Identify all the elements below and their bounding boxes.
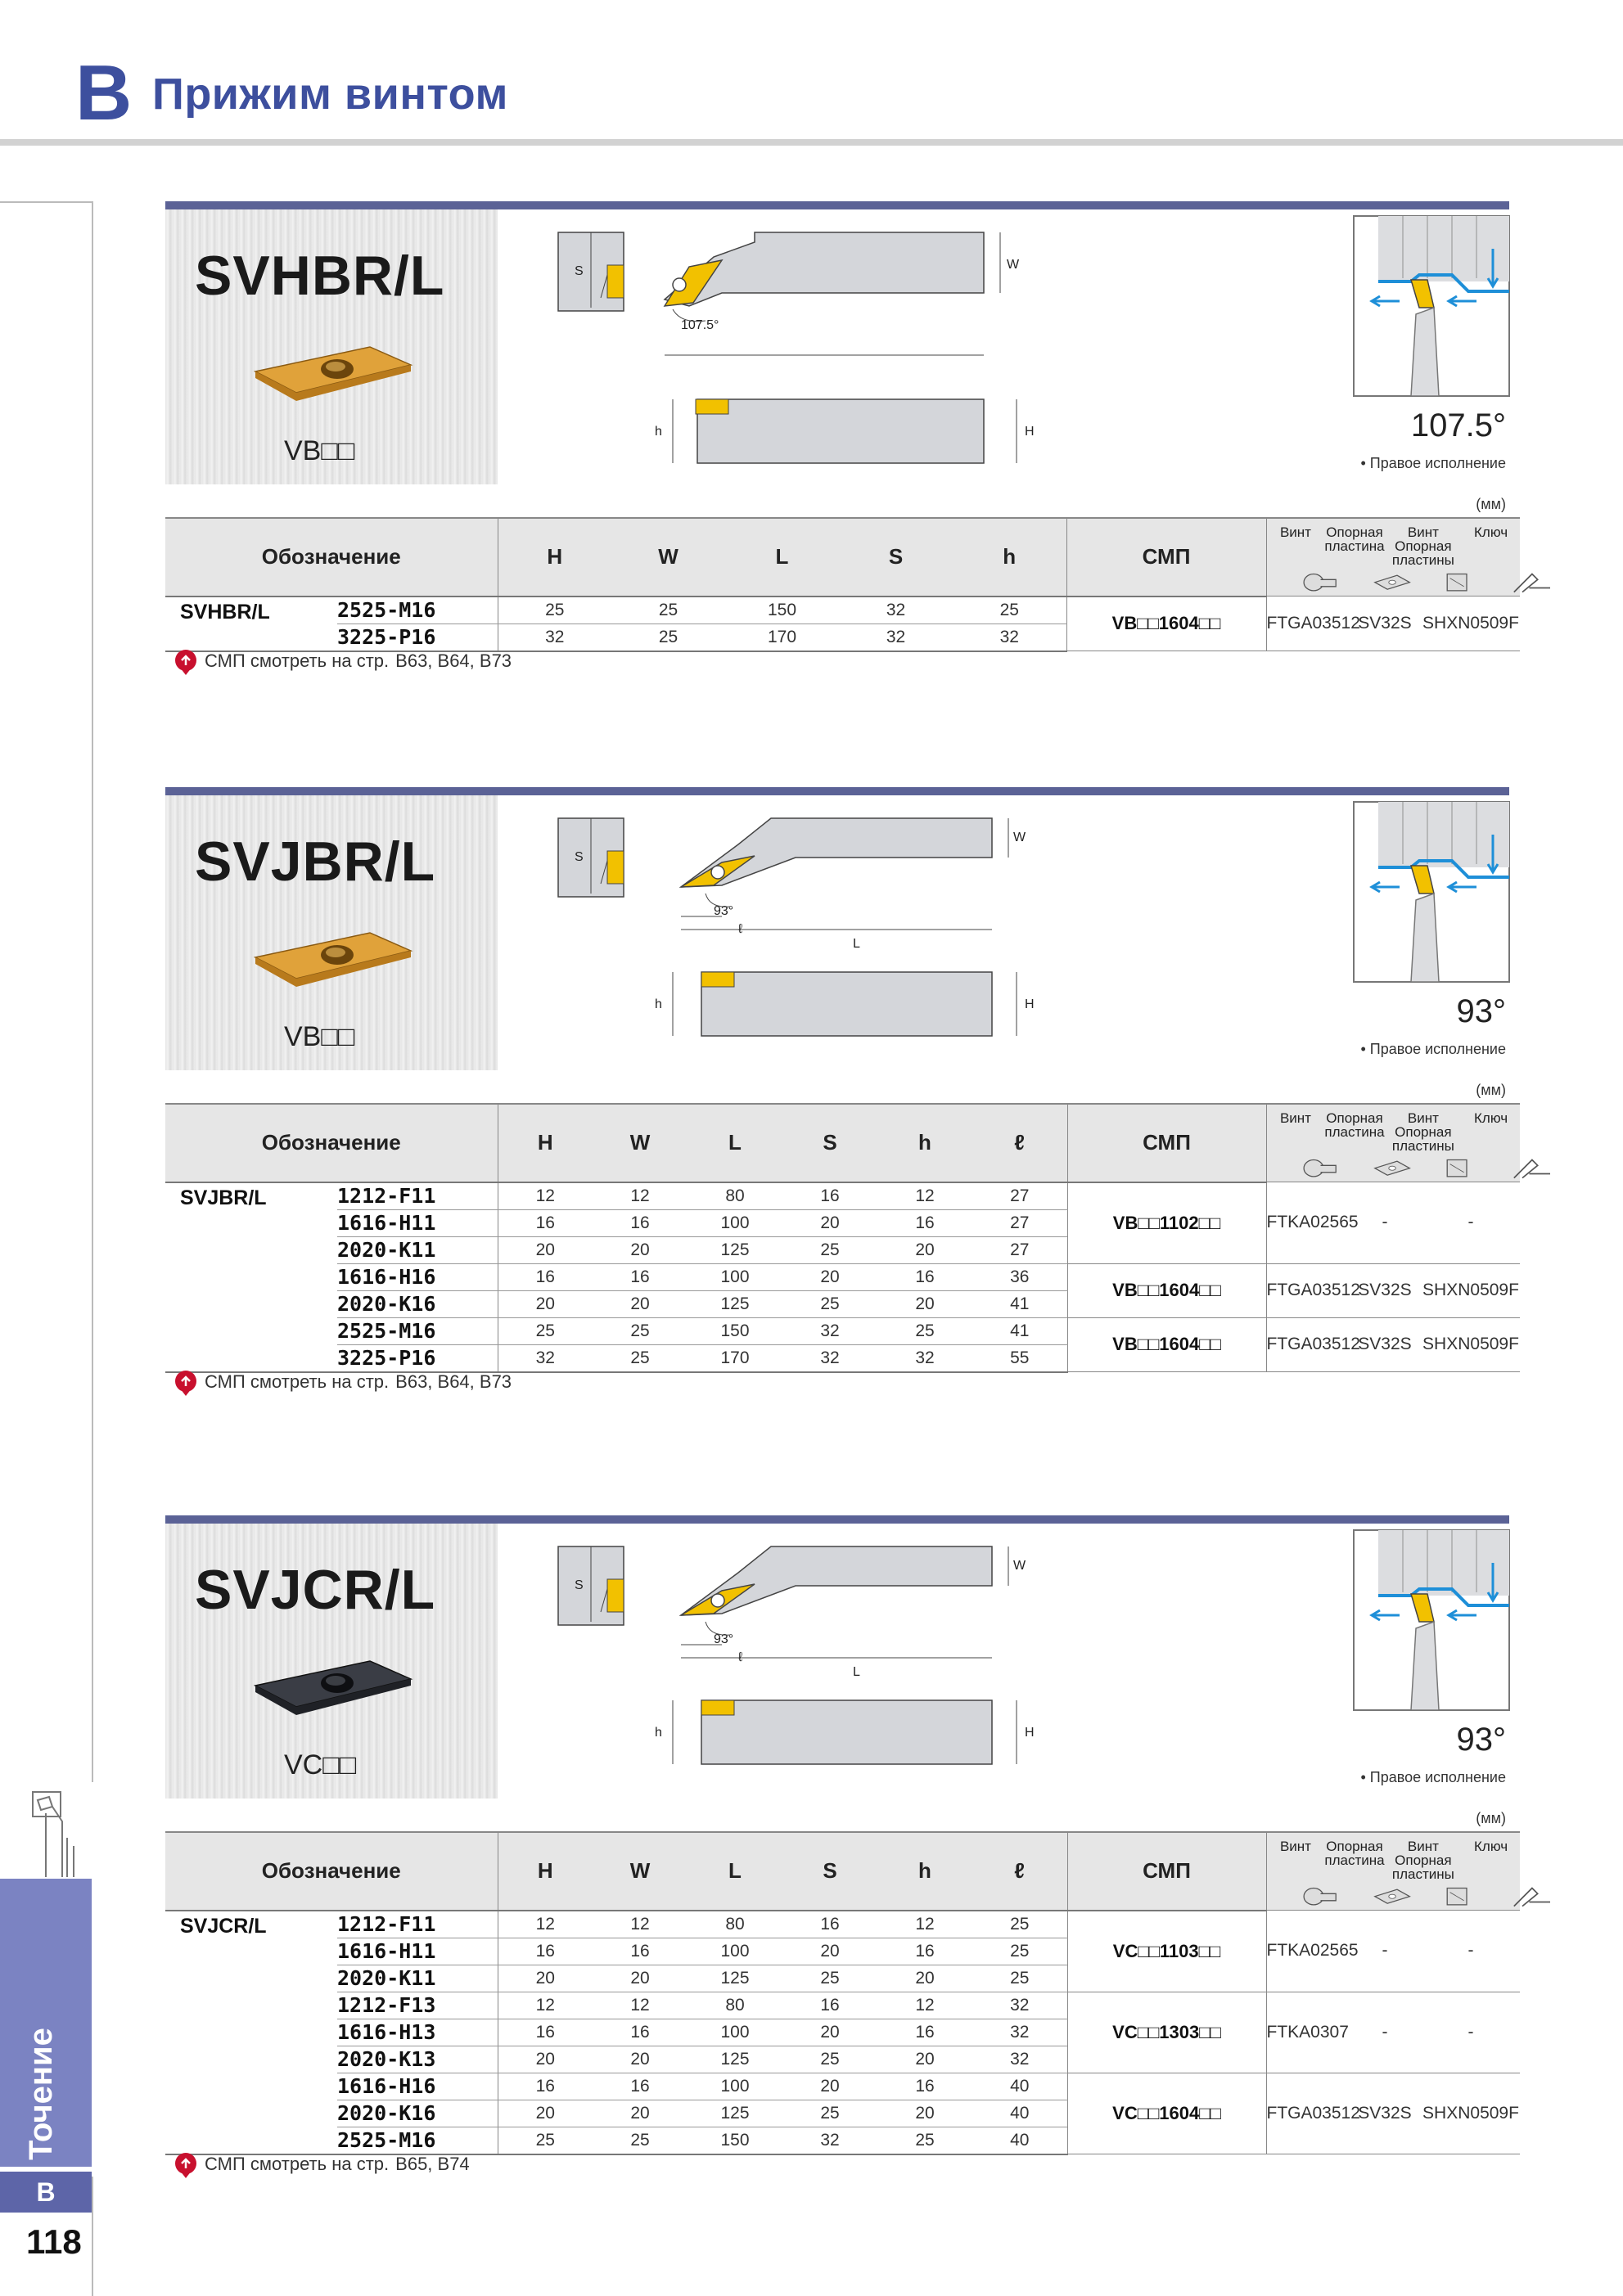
accessory-value: SHXN0509F: [1422, 597, 1520, 651]
table-row: [165, 1263, 1520, 1290]
chapter-tab-label: Точение: [23, 2028, 59, 2160]
page-reference-icon: [172, 1369, 200, 1397]
dimension-value: 41: [972, 1290, 1067, 1317]
dimension-value: 25: [498, 2127, 593, 2154]
dimension-value: 16: [877, 1938, 972, 1965]
accessory-value: FTGA03512: [1266, 1263, 1348, 1317]
model-size: 1616-H16: [337, 1263, 498, 1290]
hand-note: • Правое исполнение: [1360, 1769, 1506, 1785]
dimension-value: 20: [877, 1236, 972, 1263]
dimension-value: 170: [725, 624, 839, 651]
page-reference-text: СМП смотреть на стр.: [205, 2153, 390, 2174]
accessory-value: FTKA02565: [1266, 1911, 1348, 1992]
screw-icon: [1304, 1160, 1336, 1177]
dimension-value: 16: [593, 2073, 688, 2100]
dimension-value: 32: [782, 1344, 877, 1372]
dimension-value: 16: [498, 1938, 593, 1965]
turning-tool-icon: [29, 1789, 79, 1879]
dimension-value: 20: [593, 1236, 688, 1263]
dimension-value: 20: [593, 1290, 688, 1317]
dim-h: h: [655, 425, 662, 439]
accessory-value: -: [1348, 1911, 1422, 1992]
dimension-value: 150: [725, 597, 839, 624]
dimension-value: 12: [877, 1911, 972, 1938]
section-letter: B: [75, 49, 133, 137]
dimension-value: 16: [593, 1938, 688, 1965]
shim-screw-icon: [1447, 574, 1467, 591]
insert-image: [247, 1646, 419, 1720]
accessory-header: Винт Опорная пластины: [1391, 1110, 1454, 1154]
product-code: SVJCR/L: [195, 1559, 436, 1621]
accessory-header: Ключ: [1474, 1110, 1508, 1126]
dimension-value: 12: [593, 1992, 688, 2019]
dimension-value: 25: [972, 1965, 1067, 1992]
dimension-value: 20: [498, 2100, 593, 2127]
dimension-value: 16: [498, 1209, 593, 1236]
dim-H: H: [1025, 997, 1035, 1011]
accessory-header-labels: [1267, 1111, 1521, 1153]
dim-S: S: [575, 850, 584, 864]
dimension-value: 41: [972, 1317, 1067, 1344]
dimension-value: 25: [877, 2127, 972, 2154]
header-col: L: [688, 1832, 782, 1911]
header-col: H: [498, 518, 611, 597]
dimension-value: 16: [498, 2073, 593, 2100]
accessory-icons: [1267, 1153, 1611, 1181]
page-reference-text: СМП смотреть на стр.: [205, 650, 390, 671]
header-col: ℓ: [972, 1104, 1067, 1182]
header-designation: Обозначение: [165, 1832, 498, 1911]
dimension-value: 125: [688, 1965, 782, 1992]
insert-code: VC□□1604□□: [1067, 2073, 1266, 2154]
dimension-value: 32: [839, 624, 953, 651]
dimension-value: 80: [688, 1911, 782, 1938]
dimension-value: 25: [611, 624, 725, 651]
dimension-value: 20: [593, 2100, 688, 2127]
unit-label: (мм): [1476, 496, 1506, 512]
header-designation: Обозначение: [165, 1104, 498, 1182]
header-col: W: [593, 1104, 688, 1182]
dimension-value: 12: [498, 1992, 593, 2019]
spec-table: [165, 1103, 1520, 1373]
dimension-value: 25: [782, 2046, 877, 2073]
dim-l: ℓ: [738, 1650, 743, 1664]
dimension-value: 170: [688, 1344, 782, 1372]
accessory-header: Опорная пластина: [1324, 524, 1385, 554]
approach-angle: 93°: [1456, 993, 1506, 1029]
dim-l: ℓ: [738, 922, 743, 936]
page-reference-icon: [172, 2151, 200, 2179]
accessory-value: -: [1422, 1182, 1520, 1264]
accessory-value: SHXN0509F: [1422, 2073, 1520, 2154]
header-col: S: [782, 1832, 877, 1911]
header-divider: [0, 139, 1623, 146]
page-reference-pages[interactable]: B65, B74: [395, 2153, 470, 2174]
dim-L: L: [853, 1665, 860, 1679]
dimension-value: 125: [688, 1290, 782, 1317]
accessory-value: -: [1422, 1992, 1520, 2073]
dimension-value: 32: [839, 597, 953, 624]
header-col: S: [782, 1104, 877, 1182]
dimension-value: 25: [498, 597, 611, 624]
dim-W: W: [1013, 831, 1026, 844]
table-header-row: [165, 518, 1520, 597]
accessory-value: FTGA03512: [1266, 1317, 1348, 1372]
dimension-value: 100: [688, 1209, 782, 1236]
insert-code: VC□□1103□□: [1067, 1911, 1266, 1992]
dimension-value: 25: [782, 1965, 877, 1992]
dimension-value: 40: [972, 2073, 1067, 2100]
dimension-value: 12: [877, 1992, 972, 2019]
accessory-value: FTKA02565: [1266, 1182, 1348, 1264]
dim-angle: 107.5°: [681, 318, 719, 332]
model-size: 2525-M16: [337, 597, 498, 624]
accessory-icons: [1267, 567, 1611, 595]
accessory-header: Опорная пластина: [1324, 1110, 1385, 1140]
table-row: [165, 2073, 1520, 2100]
hand-note: • Правое исполнение: [1360, 1041, 1506, 1057]
dimension-value: 20: [593, 2046, 688, 2073]
header-accessories: [1266, 518, 1520, 597]
model-size: 1616-H16: [337, 2073, 498, 2100]
dimension-value: 100: [688, 1938, 782, 1965]
dimension-value: 32: [972, 2019, 1067, 2046]
dimension-value: 32: [782, 2127, 877, 2154]
rail-line-bottom: [92, 2177, 93, 2296]
header-col: H: [498, 1104, 593, 1182]
header-designation: Обозначение: [165, 518, 498, 597]
dimension-value: 20: [782, 1938, 877, 1965]
dimension-value: 12: [498, 1182, 593, 1210]
dimension-value: 32: [498, 624, 611, 651]
model-size: 1616-H11: [337, 1209, 498, 1236]
dimension-value: 16: [593, 1209, 688, 1236]
accessory-header-labels: [1267, 1839, 1521, 1881]
accessory-value: FTKA0307: [1266, 1992, 1348, 2073]
dimension-value: 125: [688, 2100, 782, 2127]
dimension-value: 150: [688, 1317, 782, 1344]
dimension-value: 20: [782, 2019, 877, 2046]
dim-L: L: [853, 937, 860, 951]
insert-code: VB□□1604□□: [1067, 1263, 1266, 1317]
dim-S: S: [575, 264, 584, 278]
header-col: h: [953, 518, 1066, 597]
product-panel: [165, 795, 498, 1070]
product-code: SVHBR/L: [195, 245, 445, 307]
dimension-value: 16: [782, 1992, 877, 2019]
dimension-value: 32: [782, 1317, 877, 1344]
dimension-value: 20: [877, 2046, 972, 2073]
dimension-value: 125: [688, 2046, 782, 2073]
header-accessories: [1266, 1104, 1520, 1182]
table-row: [165, 1182, 1520, 1210]
model-size: 2525-M16: [337, 1317, 498, 1344]
accessory-value: FTGA03512: [1266, 597, 1348, 651]
dimension-value: 16: [782, 1911, 877, 1938]
dimension-value: 125: [688, 1236, 782, 1263]
dimension-value: 20: [498, 1236, 593, 1263]
section-bar: [165, 787, 1509, 795]
shim-icon: [1374, 1161, 1409, 1175]
insert-code: VC□□1303□□: [1067, 1992, 1266, 2073]
screw-icon: [1304, 1889, 1336, 1905]
accessory-header: Винт Опорная пластины: [1391, 524, 1454, 568]
dim-h: h: [655, 1726, 662, 1740]
table-header-row: [165, 1104, 1520, 1182]
accessory-header: Винт: [1279, 1110, 1311, 1126]
dimension-value: 25: [782, 2100, 877, 2127]
model-size: 2020-K13: [337, 2046, 498, 2073]
product-section-svjbr-l: [165, 787, 1519, 1524]
dim-W: W: [1007, 258, 1020, 272]
model-size: 1616-H13: [337, 2019, 498, 2046]
cutting-direction-figure: [1354, 216, 1509, 396]
accessory-value: -: [1348, 1992, 1422, 2073]
spec-table: [165, 517, 1520, 652]
dimension-value: 12: [877, 1182, 972, 1210]
dimension-value: 20: [498, 2046, 593, 2073]
model-size: 1212-F13: [337, 1992, 498, 2019]
dimension-value: 25: [611, 597, 725, 624]
dimension-value: 32: [877, 1344, 972, 1372]
accessory-header: Ключ: [1474, 1839, 1508, 1854]
accessory-value: SV32S: [1348, 1263, 1422, 1317]
dimension-value: 16: [877, 1263, 972, 1290]
accessory-header: Винт Опорная пластины: [1391, 1839, 1454, 1882]
dimension-value: 27: [972, 1182, 1067, 1210]
header-col: W: [611, 518, 725, 597]
header-col: L: [688, 1104, 782, 1182]
dimension-value: 40: [972, 2100, 1067, 2127]
dimension-value: 36: [972, 1263, 1067, 1290]
product-code: SVJBR/L: [195, 831, 436, 893]
dimension-value: 16: [877, 2073, 972, 2100]
tool-drawing: [558, 1532, 1164, 1802]
page-reference-pages[interactable]: B63, B64, B73: [395, 1371, 512, 1392]
insert-code: VB□□1604□□: [1067, 1317, 1266, 1372]
dimension-value: 25: [972, 1938, 1067, 1965]
accessory-icons: [1267, 1881, 1611, 1909]
insert-label: VB□□: [284, 435, 355, 466]
accessory-value: SHXN0509F: [1422, 1263, 1520, 1317]
dimension-value: 16: [782, 1182, 877, 1210]
dimension-value: 20: [877, 1290, 972, 1317]
table-header-row: [165, 1832, 1520, 1911]
dim-S: S: [575, 1578, 584, 1592]
dim-W: W: [1013, 1559, 1026, 1573]
header-col: W: [593, 1832, 688, 1911]
key-icon: [1513, 1160, 1549, 1178]
header-accessories: [1266, 1832, 1520, 1911]
dimension-value: 16: [877, 2019, 972, 2046]
dimension-value: 16: [877, 1209, 972, 1236]
page-reference-note: [172, 1369, 512, 1397]
accessory-value: SV32S: [1348, 2073, 1422, 2154]
accessory-value: -: [1348, 1182, 1422, 1264]
dimension-value: 20: [782, 2073, 877, 2100]
table-row: [165, 1992, 1520, 2019]
accessory-value: SV32S: [1348, 1317, 1422, 1372]
product-panel: [165, 209, 498, 484]
header-col: S: [839, 518, 953, 597]
product-panel: [165, 1524, 498, 1799]
header-smp: СМП: [1066, 518, 1266, 597]
insert-label: VC□□: [284, 1749, 357, 1781]
page-reference-text: СМП смотреть на стр.: [205, 1371, 390, 1392]
dimension-value: 20: [782, 1209, 877, 1236]
dim-h: h: [655, 997, 662, 1011]
dimension-value: 20: [782, 1263, 877, 1290]
dimension-value: 27: [972, 1236, 1067, 1263]
table-row: [165, 1911, 1520, 1938]
header-smp: СМП: [1067, 1104, 1266, 1182]
dimension-value: 32: [972, 2046, 1067, 2073]
dimension-value: 27: [972, 1209, 1067, 1236]
dimension-value: 16: [593, 2019, 688, 2046]
table-row: [165, 597, 1520, 624]
product-section-svjcr-l: [165, 1515, 1519, 2252]
accessory-header: Ключ: [1474, 524, 1508, 540]
header-col: L: [725, 518, 839, 597]
series-label: SVJCR/L: [165, 1911, 337, 2154]
dimension-value: 25: [972, 1911, 1067, 1938]
dimension-value: 20: [877, 2100, 972, 2127]
unit-label: (мм): [1476, 1082, 1506, 1098]
model-size: 1212-F11: [337, 1911, 498, 1938]
approach-angle: 107.5°: [1410, 407, 1506, 443]
dimension-value: 16: [498, 1263, 593, 1290]
page-reference-icon: [172, 648, 200, 676]
header-col: H: [498, 1832, 593, 1911]
cutting-direction-figure: [1354, 802, 1509, 982]
shim-icon: [1374, 1889, 1409, 1903]
shim-icon: [1374, 575, 1409, 589]
dimension-value: 20: [498, 1965, 593, 1992]
insert-code: VB□□1102□□: [1067, 1182, 1266, 1264]
screw-icon: [1304, 574, 1336, 591]
cutting-direction-figure: [1354, 1530, 1509, 1710]
dimension-value: 100: [688, 2073, 782, 2100]
page-title: Прижим винтом: [152, 70, 508, 119]
series-label: SVHBR/L: [165, 597, 337, 651]
dimension-value: 40: [972, 2127, 1067, 2154]
dimension-value: 20: [593, 1965, 688, 1992]
model-size: 3225-P16: [337, 624, 498, 651]
insert-image: [247, 332, 419, 406]
chapter-letter: B: [0, 2172, 92, 2213]
page-number: 118: [26, 2222, 82, 2261]
header-smp: СМП: [1067, 1832, 1266, 1911]
dimension-value: 55: [972, 1344, 1067, 1372]
dim-angle: 93°: [714, 904, 734, 918]
header-col: h: [877, 1832, 972, 1911]
page-reference-note: [172, 648, 512, 676]
accessory-value: FTGA03512: [1266, 2073, 1348, 2154]
page-reference-pages[interactable]: B63, B64, B73: [395, 650, 512, 671]
dimension-value: 80: [688, 1182, 782, 1210]
dimension-value: 100: [688, 2019, 782, 2046]
dimension-value: 32: [498, 1344, 593, 1372]
accessory-value: -: [1422, 1911, 1520, 1992]
dimension-value: 16: [593, 1263, 688, 1290]
rail-top-line: [0, 201, 93, 203]
accessory-header: Винт: [1279, 524, 1311, 540]
tool-drawing: [558, 804, 1164, 1074]
dimension-value: 20: [498, 1290, 593, 1317]
series-label: SVJBR/L: [165, 1182, 337, 1372]
dimension-value: 100: [688, 1263, 782, 1290]
dimension-value: 25: [498, 1317, 593, 1344]
section-bar: [165, 1515, 1509, 1524]
accessory-header-labels: [1267, 525, 1521, 567]
dim-angle: 93°: [714, 1632, 734, 1646]
dimension-value: 12: [593, 1182, 688, 1210]
key-icon: [1513, 1889, 1549, 1907]
rail-line: [92, 201, 93, 1782]
table-row: [165, 1317, 1520, 1344]
page-reference-note: [172, 2151, 470, 2179]
dimension-value: 20: [877, 1965, 972, 1992]
approach-angle: 93°: [1456, 1722, 1506, 1758]
accessory-header: Опорная пластина: [1324, 1839, 1385, 1868]
dimension-value: 25: [953, 597, 1066, 624]
accessory-value: SV32S: [1348, 597, 1422, 651]
key-icon: [1513, 574, 1549, 592]
header-col: ℓ: [972, 1832, 1067, 1911]
dimension-value: 150: [688, 2127, 782, 2154]
model-size: 1616-H11: [337, 1938, 498, 1965]
hand-note: • Правое исполнение: [1360, 455, 1506, 471]
model-size: 2020-K16: [337, 2100, 498, 2127]
dimension-value: 12: [593, 1911, 688, 1938]
model-size: 2525-M16: [337, 2127, 498, 2154]
dim-H: H: [1025, 1726, 1035, 1740]
insert-label: VB□□: [284, 1021, 355, 1052]
insert-image: [247, 918, 419, 992]
accessory-value: SHXN0509F: [1422, 1317, 1520, 1372]
model-size: 3225-P16: [337, 1344, 498, 1372]
dimension-value: 80: [688, 1992, 782, 2019]
header-col: h: [877, 1104, 972, 1182]
model-size: 2020-K11: [337, 1965, 498, 1992]
insert-code: VB□□1604□□: [1066, 597, 1266, 651]
dimension-value: 25: [782, 1290, 877, 1317]
dimension-value: 25: [593, 1344, 688, 1372]
section-bar: [165, 201, 1509, 209]
dimension-value: 12: [498, 1911, 593, 1938]
dim-H: H: [1025, 425, 1035, 439]
accessory-header: Винт: [1279, 1839, 1311, 1854]
dimension-value: 32: [953, 624, 1066, 651]
unit-label: (мм): [1476, 1810, 1506, 1826]
dimension-value: 25: [593, 1317, 688, 1344]
dimension-value: 32: [972, 1992, 1067, 2019]
model-size: 2020-K16: [337, 1290, 498, 1317]
spec-table: [165, 1831, 1520, 2155]
model-size: 1212-F11: [337, 1182, 498, 1210]
shim-screw-icon: [1447, 1160, 1467, 1177]
model-size: 2020-K11: [337, 1236, 498, 1263]
dimension-value: 25: [877, 1317, 972, 1344]
shim-screw-icon: [1447, 1889, 1467, 1905]
dimension-value: 25: [782, 1236, 877, 1263]
dimension-value: 25: [593, 2127, 688, 2154]
dimension-value: 16: [498, 2019, 593, 2046]
tool-drawing: [558, 218, 1164, 488]
